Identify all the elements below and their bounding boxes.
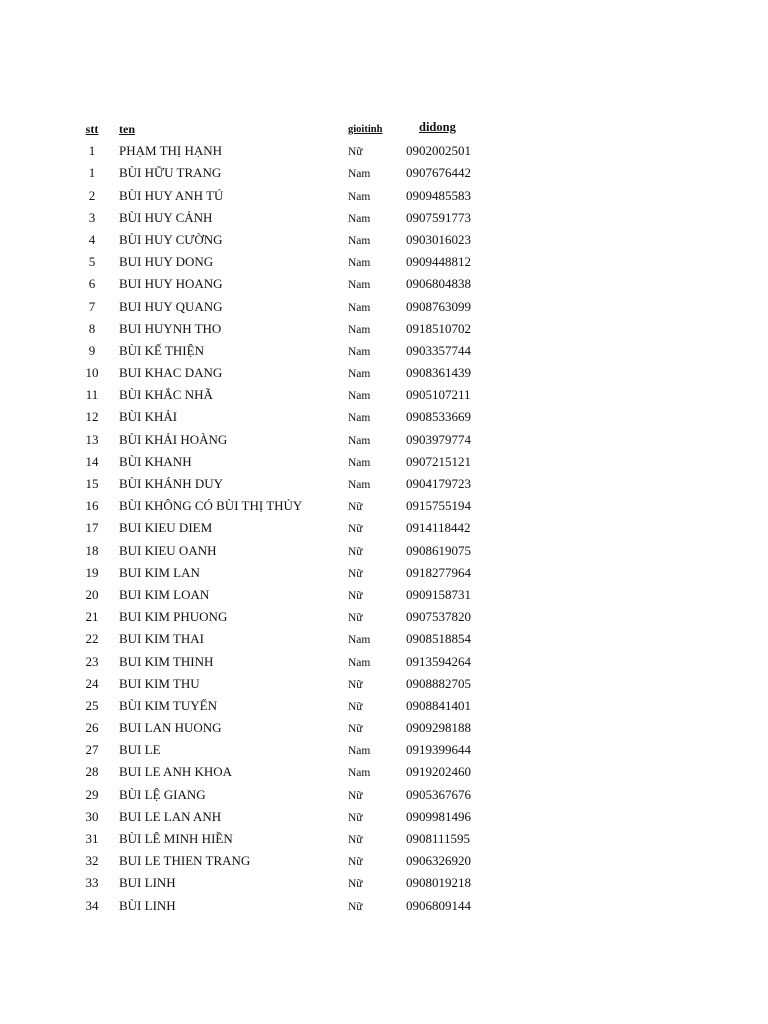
cell-gioitinh: Nam: [348, 434, 371, 447]
cell-ten: BUI KIM LOAN: [119, 586, 210, 602]
cell-gioitinh: Nữ: [348, 878, 363, 891]
cell-stt: 28: [85, 764, 99, 780]
cell-ten: BUI HUY HOANG: [119, 276, 223, 292]
cell-didong: 0908111595: [406, 831, 471, 846]
cell-didong: 0913594264: [406, 653, 471, 669]
cell-didong: 0908361439: [406, 365, 471, 381]
table-row: [0, 251, 768, 273]
cell-ten: PHẠM THỊ HẠNH: [119, 143, 223, 159]
cell-gioitinh: Nữ: [348, 612, 363, 625]
cell-didong: 0909485583: [406, 187, 471, 203]
cell-stt: 29: [85, 786, 99, 802]
table-row: [0, 584, 768, 606]
cell-gioitinh: Nữ: [348, 723, 363, 736]
cell-didong: 0919399644: [406, 742, 471, 758]
table-row: [0, 340, 768, 362]
cell-ten: BÙI LINH: [119, 897, 176, 913]
table-row: [0, 761, 768, 783]
table-row: [0, 895, 768, 917]
cell-gioitinh: Nữ: [348, 700, 363, 713]
cell-gioitinh: Nữ: [348, 900, 363, 913]
cell-didong: 0905367676: [406, 786, 471, 802]
table-row: [0, 628, 768, 650]
cell-stt: 17: [85, 520, 99, 536]
cell-stt: 33: [85, 875, 99, 891]
cell-ten: BÙI KHÔNG CÓ BÙI THỊ THỦY: [119, 498, 303, 514]
cell-stt: 14: [85, 453, 99, 469]
cell-stt: 31: [85, 831, 99, 846]
table-row: [0, 562, 768, 584]
cell-ten: BÙI KIM TUYẾN: [119, 697, 217, 713]
cell-gioitinh: Nam: [348, 212, 371, 225]
cell-didong: 0909981496: [406, 808, 471, 824]
cell-gioitinh: Nam: [348, 257, 371, 270]
table-row: [0, 872, 768, 894]
table-row: [0, 673, 768, 695]
cell-gioitinh: Nam: [348, 323, 371, 336]
cell-gioitinh: Nam: [348, 368, 371, 381]
table-body: [0, 140, 768, 917]
table-row: [0, 473, 768, 495]
cell-didong: 0909448812: [406, 254, 471, 270]
cell-ten: BUI LINH: [119, 875, 176, 891]
cell-didong: 0903357744: [406, 342, 471, 358]
cell-ten: BUI KIEU DIEM: [119, 520, 213, 536]
cell-gioitinh: Nữ: [348, 523, 363, 536]
header-didong: didong: [419, 120, 456, 134]
cell-didong: 0908619075: [406, 542, 471, 558]
cell-stt: 10: [85, 365, 99, 381]
table-row: [0, 784, 768, 806]
table-row: [0, 651, 768, 673]
cell-stt: 2: [88, 187, 96, 203]
table-row: [0, 229, 768, 251]
table-row: [0, 739, 768, 761]
table-row: [0, 717, 768, 739]
cell-stt: 21: [85, 609, 99, 625]
cell-ten: BUI KIM THU: [119, 675, 200, 691]
header-gioitinh: gioitinh: [348, 124, 383, 135]
cell-didong: 0905107211: [406, 387, 471, 403]
cell-didong: 0909158731: [406, 586, 471, 602]
table-row: [0, 606, 768, 628]
cell-ten: BUI LE: [119, 742, 161, 758]
cell-stt: 22: [85, 631, 99, 647]
cell-ten: BUI KIEU OANH: [119, 542, 217, 558]
cell-stt: 3: [88, 209, 96, 225]
cell-didong: 0903016023: [406, 231, 471, 247]
cell-ten: BUI KIM LAN: [119, 564, 200, 580]
table-row: [0, 429, 768, 451]
cell-didong: 0918510702: [406, 320, 471, 336]
table-row: [0, 296, 768, 318]
table-row: [0, 162, 768, 184]
cell-gioitinh: Nữ: [348, 545, 363, 558]
cell-stt: 9: [88, 342, 96, 358]
table-row: [0, 185, 768, 207]
cell-gioitinh: Nam: [348, 301, 371, 314]
table-row: [0, 384, 768, 406]
table-row: [0, 140, 768, 162]
cell-didong: 0906326920: [406, 853, 471, 869]
table-row: [0, 806, 768, 828]
cell-ten: BÙI LỆ GIANG: [119, 786, 206, 802]
cell-stt: 8: [88, 320, 96, 336]
cell-gioitinh: Nam: [348, 345, 371, 358]
cell-ten: BÙI KẾ THIỆN: [119, 342, 204, 358]
cell-didong: 0918277964: [406, 564, 471, 580]
cell-gioitinh: Nam: [348, 279, 371, 292]
cell-stt: 1: [88, 143, 96, 159]
cell-ten: BUI LAN HUONG: [119, 720, 222, 736]
cell-ten: BUI KHAC DANG: [119, 365, 223, 381]
cell-ten: BUI HUY DONG: [119, 254, 214, 270]
header-ten: ten: [119, 122, 135, 136]
cell-gioitinh: Nữ: [348, 146, 363, 159]
cell-stt: 19: [85, 564, 99, 580]
cell-gioitinh: Nữ: [348, 678, 363, 691]
cell-ten: BÙI KHẢI HOÀNG: [119, 431, 228, 447]
cell-didong: 0907676442: [406, 165, 471, 181]
cell-ten: BUI KIM THINH: [119, 653, 214, 669]
cell-didong: 0902002501: [406, 143, 471, 159]
contact-table: [0, 118, 768, 917]
table-row: [0, 318, 768, 340]
cell-ten: BUI HUYNH THO: [119, 320, 222, 336]
cell-gioitinh: Nam: [348, 390, 371, 403]
cell-stt: 23: [85, 653, 99, 669]
table-row: [0, 850, 768, 872]
cell-gioitinh: Nam: [348, 745, 371, 758]
cell-stt: 34: [85, 897, 99, 913]
header-stt: stt: [85, 122, 99, 136]
table-row: [0, 517, 768, 539]
cell-ten: BÙI HỮU TRANG: [119, 165, 222, 181]
cell-gioitinh: Nam: [348, 479, 371, 491]
cell-didong: 0908841401: [406, 697, 471, 713]
table-row: [0, 495, 768, 517]
cell-ten: BÙI KHÁNH DUY: [119, 476, 223, 491]
cell-gioitinh: Nữ: [348, 834, 363, 846]
cell-didong: 0906804838: [406, 276, 471, 292]
cell-stt: 20: [85, 586, 99, 602]
cell-gioitinh: Nam: [348, 168, 371, 181]
cell-didong: 0903979774: [406, 431, 471, 447]
cell-stt: 12: [85, 409, 99, 425]
cell-gioitinh: Nữ: [348, 501, 363, 514]
table-row: [0, 451, 768, 473]
table-row: [0, 828, 768, 850]
cell-stt: 5: [88, 254, 96, 270]
cell-gioitinh: Nam: [348, 456, 371, 469]
cell-didong: 0919202460: [406, 764, 471, 780]
cell-didong: 0908763099: [406, 298, 471, 314]
cell-ten: BUI LE ANH KHOA: [119, 764, 233, 780]
cell-gioitinh: Nam: [348, 412, 371, 425]
table-header-row: [0, 118, 768, 140]
cell-ten: BUI LE LAN ANH: [119, 808, 222, 824]
cell-stt: 1: [88, 165, 96, 181]
cell-ten: BÙI KHANH: [119, 453, 192, 469]
cell-stt: 13: [85, 431, 99, 447]
cell-ten: BUI LE THIEN TRANG: [119, 853, 251, 869]
cell-didong: 0907215121: [406, 453, 471, 469]
cell-didong: 0909298188: [406, 720, 471, 736]
cell-ten: BÙI LÊ MINH HIỀN: [119, 831, 233, 846]
cell-stt: 27: [85, 742, 99, 758]
cell-gioitinh: Nam: [348, 190, 371, 203]
cell-ten: BUI HUY QUANG: [119, 298, 223, 314]
cell-stt: 18: [85, 542, 99, 558]
cell-stt: 11: [85, 387, 99, 403]
cell-stt: 30: [85, 808, 99, 824]
cell-gioitinh: Nữ: [348, 856, 363, 869]
table-row: [0, 540, 768, 562]
cell-stt: 4: [88, 231, 96, 247]
cell-didong: 0908882705: [406, 675, 471, 691]
cell-didong: 0908518854: [406, 631, 471, 647]
cell-ten: BÙI HUY CƯỜNG: [119, 231, 223, 247]
cell-gioitinh: Nữ: [348, 811, 363, 824]
table-row: [0, 207, 768, 229]
cell-gioitinh: Nam: [348, 234, 371, 247]
cell-didong: 0915755194: [406, 498, 471, 514]
table-row: [0, 273, 768, 295]
table-row: [0, 695, 768, 717]
cell-stt: 26: [85, 720, 99, 736]
cell-stt: 32: [85, 853, 99, 869]
cell-ten: BÙI KHẮC NHÃ: [119, 387, 213, 403]
cell-didong: 0907537820: [406, 609, 471, 625]
cell-ten: BÙI HUY CẢNH: [119, 209, 213, 225]
cell-stt: 16: [85, 498, 99, 514]
cell-ten: BÙI HUY ANH TÚ: [119, 187, 224, 203]
cell-didong: 0907591773: [406, 209, 471, 225]
cell-didong: 0908019218: [406, 875, 471, 891]
cell-didong: 0914118442: [406, 520, 471, 536]
cell-gioitinh: Nữ: [348, 567, 363, 580]
cell-ten: BUI KIM PHUONG: [119, 609, 228, 625]
cell-gioitinh: Nữ: [348, 789, 363, 802]
table-row: [0, 362, 768, 384]
cell-stt: 15: [85, 476, 99, 491]
cell-gioitinh: Nam: [348, 634, 371, 647]
cell-didong: 0908533669: [406, 409, 471, 425]
cell-stt: 25: [85, 697, 99, 713]
cell-stt: 7: [88, 298, 96, 314]
cell-ten: BÙI KHẢI: [119, 409, 178, 425]
cell-gioitinh: Nam: [348, 656, 371, 669]
cell-gioitinh: Nữ: [348, 589, 363, 602]
cell-didong: 0906809144: [406, 897, 471, 913]
cell-didong: 0904179723: [406, 476, 471, 491]
cell-stt: 6: [88, 276, 96, 292]
cell-gioitinh: Nam: [348, 767, 371, 780]
cell-ten: BUI KIM THAI: [119, 631, 204, 647]
cell-stt: 24: [85, 675, 99, 691]
table-row: [0, 406, 768, 428]
